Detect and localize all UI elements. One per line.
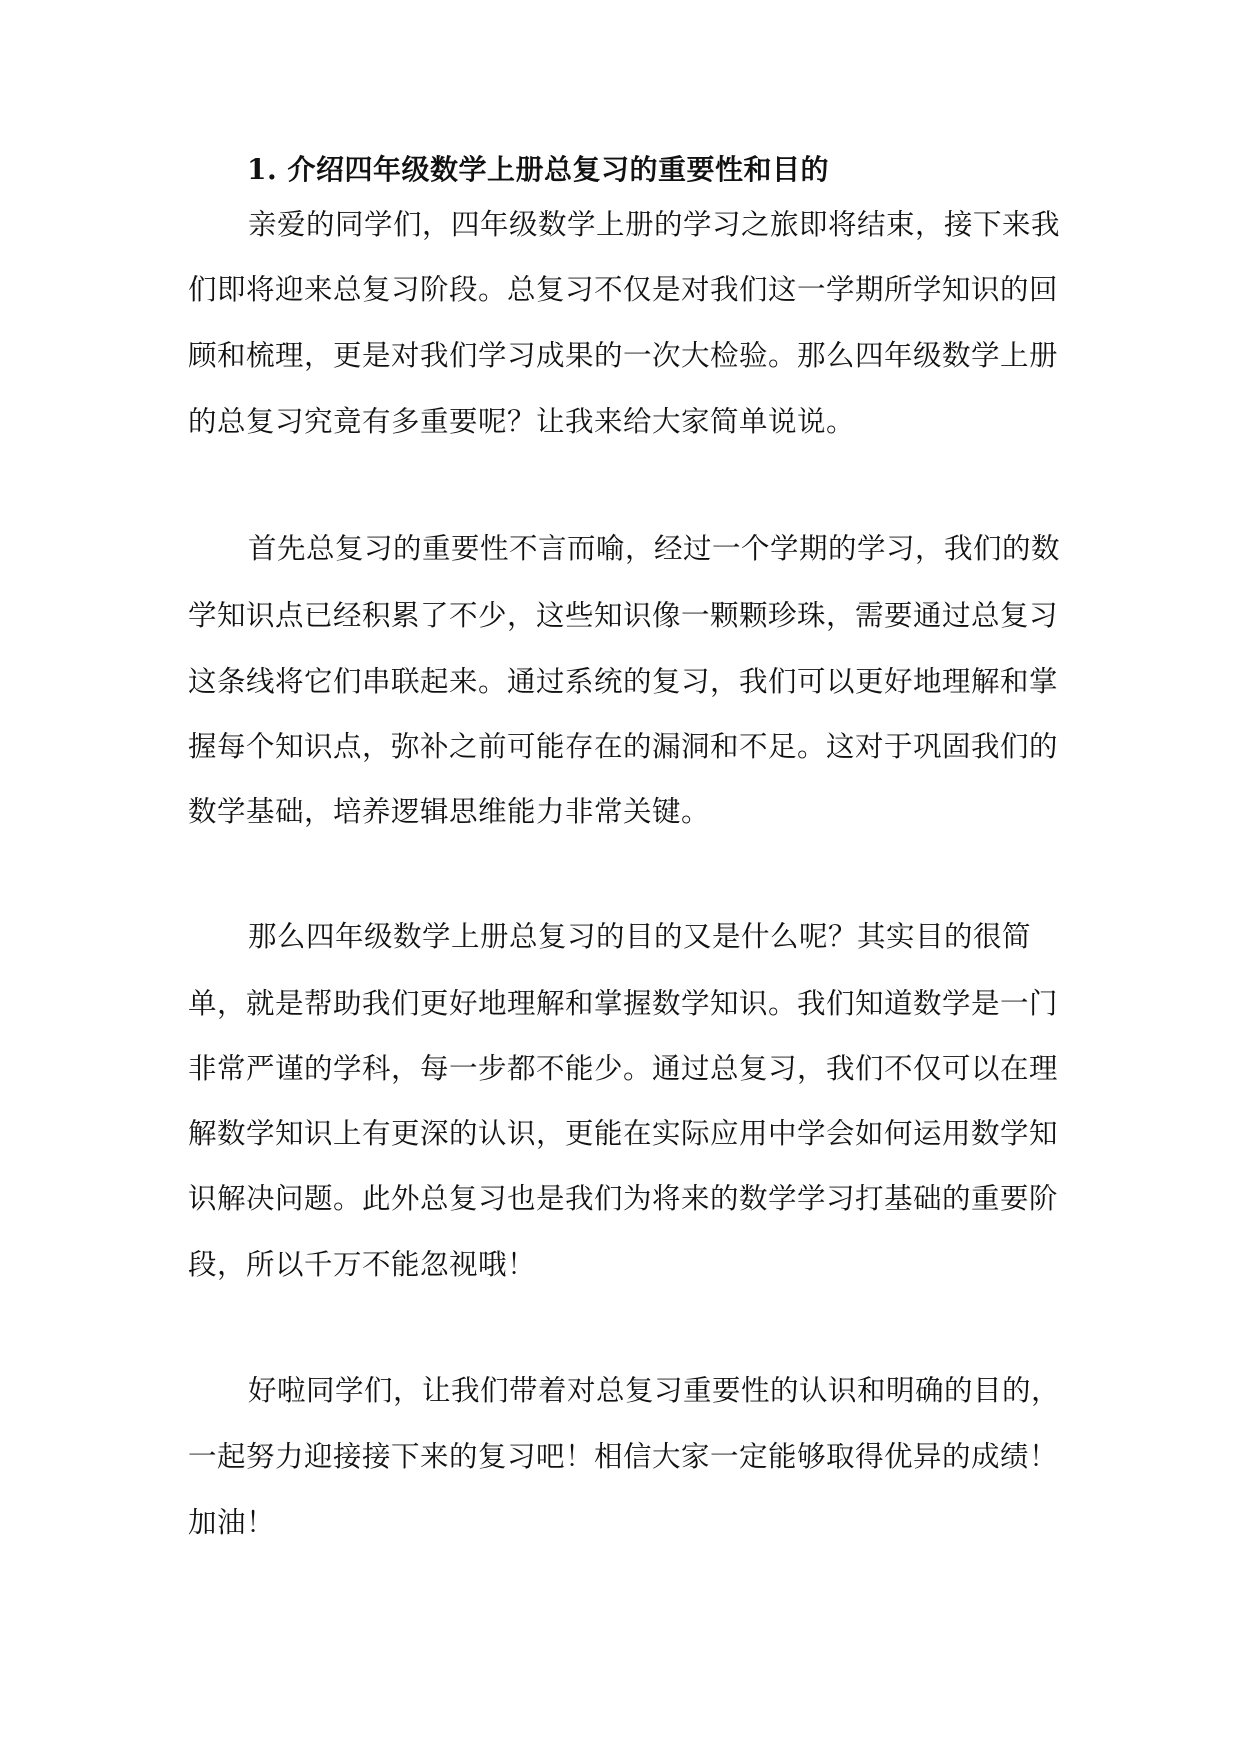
paragraph-2-line-4: 握每个知识点，弥补之前可能存在的漏洞和不足。这对于巩固我们的 xyxy=(188,730,1059,763)
paragraph-3-line-2: 单，就是帮助我们更好地理解和掌握数学知识。我们知道数学是一门 xyxy=(188,987,1059,1020)
paragraph-1-line-4: 的总复习究竟有多重要呢？让我来给大家简单说说。 xyxy=(188,405,856,438)
paragraph-3-line-3: 非常严谨的学科，每一步都不能少。通过总复习，我们不仅可以在理 xyxy=(188,1052,1059,1085)
paragraph-1-line-1: 亲爱的同学们，四年级数学上册的学习之旅即将结束，接下来我 xyxy=(248,208,1061,241)
paragraph-4-line-3: 加油！ xyxy=(188,1506,276,1539)
paragraph-4-line-1: 好啦同学们，让我们带着对总复习重要性的认识和明确的目的， xyxy=(248,1374,1061,1407)
section-heading: 1. 介绍四年级数学上册总复习的重要性和目的 xyxy=(247,153,829,186)
paragraph-3-line-5: 识解决问题。此外总复习也是我们为将来的数学学习打基础的重要阶 xyxy=(188,1182,1059,1215)
paragraph-2-line-3: 这条线将它们串联起来。通过系统的复习，我们可以更好地理解和掌 xyxy=(188,665,1059,698)
paragraph-3-line-1: 那么四年级数学上册总复习的目的又是什么呢？其实目的很简 xyxy=(248,920,1032,953)
paragraph-1-line-2: 们即将迎来总复习阶段。总复习不仅是对我们这一学期所学知识的回 xyxy=(188,273,1059,306)
paragraph-4-line-2: 一起努力迎接接下来的复习吧！相信大家一定能够取得优异的成绩！ xyxy=(188,1440,1059,1473)
paragraph-3-line-4: 解数学知识上有更深的认识，更能在实际应用中学会如何运用数学知 xyxy=(188,1117,1059,1150)
paragraph-3-line-6: 段，所以千万不能忽视哦！ xyxy=(188,1248,537,1281)
paragraph-2-line-1: 首先总复习的重要性不言而喻，经过一个学期的学习，我们的数 xyxy=(248,532,1061,565)
paragraph-2-line-5: 数学基础，培养逻辑思维能力非常关键。 xyxy=(188,795,711,828)
paragraph-2-line-2: 学知识点已经积累了不少，这些知识像一颗颗珍珠，需要通过总复习 xyxy=(188,599,1059,632)
paragraph-1-line-3: 顾和梳理，更是对我们学习成果的一次大检验。那么四年级数学上册 xyxy=(188,339,1059,372)
